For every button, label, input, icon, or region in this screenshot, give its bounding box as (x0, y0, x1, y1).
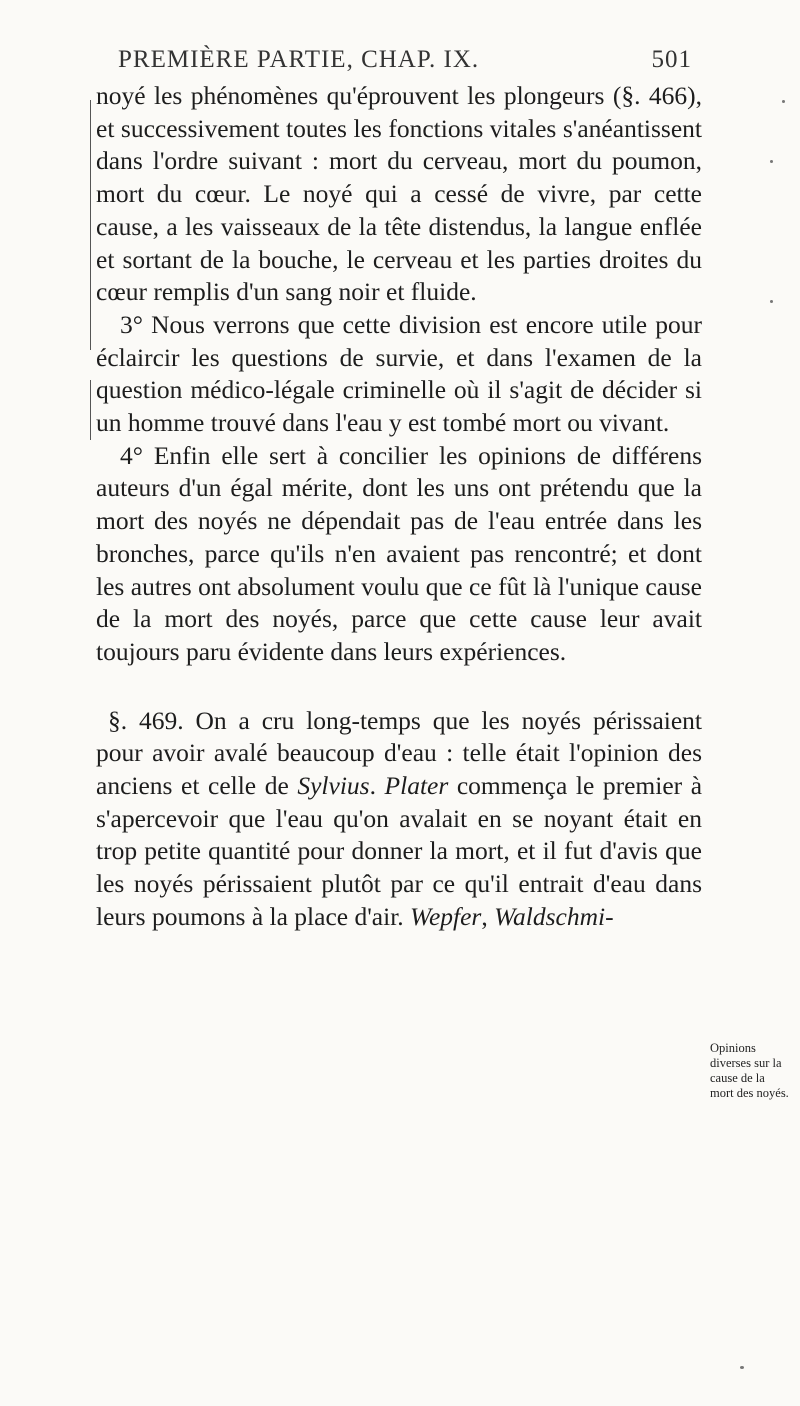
margin-note: Opinions diverses sur la cause de la mort des noyés. (710, 1041, 789, 1100)
paragraph-continuation: noyé les phénomènes qu'éprouvent les plongeurs (§. 466), et successivement toutes les fonctions vitales s'anéantissent dans l'ordre suivant : mort du cerveau, mort du poumon, mort du cœur. Le noyé qui a cessé de vivre, par cette cause, a les vaisseaux de la tête distendus, la langue enflée et sortant de la bouche, le cerveau et les parties droites du cœur remplis d'un sang noir et fluide. (96, 81, 702, 307)
paper-speck (770, 300, 773, 303)
chapter-heading: PREMIÈRE PARTIE, CHAP. IX. (118, 46, 480, 73)
section-469 (96, 705, 702, 934)
paper-speck (770, 160, 773, 163)
paper-speck (740, 1366, 744, 1369)
section-text-start: §. 469. On a cru long-temps que les noyés périssaient pour avoir avalé beaucoup d'eau : telle était l'opinion des anciens et celle de (96, 705, 702, 801)
section-text: commença le premier à s'apercevoir que l'eau qu'on avalait en se noyant était en trop petite quantité pour donner la mort, et il fut d'avis que les noyés périssaient plutôt par ce qu'il entrait d'eau dans leurs poumons à la place d'air. (96, 771, 703, 931)
page-number: 501 (651, 46, 692, 73)
paragraph-point-4: 4° Enfin elle sert à concilier les opinions de différens auteurs d'un égal mérite, dont les uns ont prétendu que la mort des noyés ne dépendait pas de l'eau entrée dans les bronches, parce qu'ils n'en avaient pas rencontré; et dont les autres ont absolument voulu que ce fût là l'unique cause de la mort des noyés, parce que cette cause leur avait toujours paru évidente dans leurs expériences. (96, 440, 702, 666)
author-name: Waldschmi- (494, 901, 614, 931)
paper-speck (782, 100, 785, 103)
running-head (118, 46, 692, 76)
binding-edge-mark (90, 380, 91, 440)
author-name: Wepfer (410, 901, 482, 931)
paragraph-point-3: 3° Nous verrons que cette division est encore utile pour éclaircir les questions de survie, et dans l'examen de la question médico-légale criminelle où il s'agit de décider si un homme trouvé dans l'eau y est tombé mort ou vivant. (96, 309, 702, 438)
section-text: , (481, 901, 495, 931)
author-name: Plater (384, 771, 449, 801)
section-text: . (369, 771, 385, 801)
body-text (96, 80, 702, 934)
author-name: Sylvius (297, 771, 370, 801)
binding-edge-mark (90, 100, 91, 350)
